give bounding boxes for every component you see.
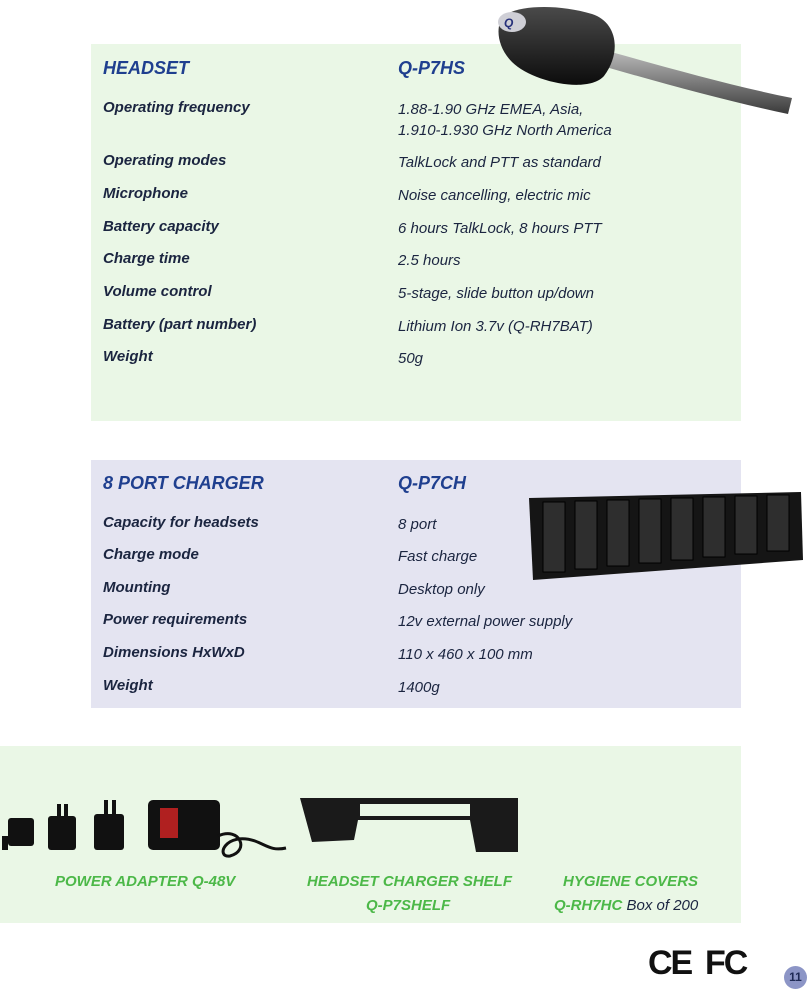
charger-model: Q-P7CH [398, 473, 467, 493]
hygiene-covers-label: HYGIENE COVERS [563, 873, 699, 890]
spec-value: 110 x 460 x 100 mm [398, 646, 533, 663]
headset-title: HEADSET [103, 58, 190, 78]
spec-label: Volume control [103, 283, 212, 300]
hygiene-covers-note: Box of 200 [626, 897, 699, 914]
headset-model: Q-P7HS [398, 58, 466, 78]
svg-text:Q: Q [504, 16, 514, 30]
power-adapter-label: POWER ADAPTER Q-48V [55, 873, 236, 890]
spec-value-line2: 1.910-1.930 GHz North America [398, 122, 612, 139]
hygiene-covers-code: Q-RH7HC [554, 897, 623, 914]
spec-label: Power requirements [103, 611, 248, 628]
charger-shelf-label: HEADSET CHARGER SHELF [307, 873, 513, 890]
accessories-panel [0, 746, 741, 923]
spec-label: Operating modes [103, 152, 227, 169]
spec-label: Microphone [103, 185, 188, 202]
spec-value: 6 hours TalkLock, 8 hours PTT [398, 220, 602, 237]
spec-label: Charge time [103, 250, 190, 267]
spec-value: 12v external power supply [398, 613, 573, 630]
spec-value: Lithium Ion 3.7v (Q-RH7BAT) [398, 318, 593, 335]
spec-value: Noise cancelling, electric mic [398, 187, 591, 204]
fcc-mark-icon: FC [705, 944, 747, 982]
spec-label: Battery (part number) [103, 316, 257, 333]
spec-value: 2.5 hours [398, 252, 461, 269]
spec-value: 1.88-1.90 GHz EMEA, Asia, [398, 101, 584, 118]
spec-label: Dimensions HxWxD [103, 644, 245, 661]
charger-title: 8 PORT CHARGER [103, 473, 264, 493]
headset-image [492, 2, 796, 118]
spec-value: Fast charge [398, 548, 478, 565]
spec-value: 8 port [398, 516, 437, 533]
hygiene-covers-code-line [554, 897, 698, 914]
spec-label: Weight [103, 348, 153, 365]
spec-value: TalkLock and PTT as standard [398, 154, 601, 171]
charger-shelf-code: Q-P7SHELF [366, 897, 451, 914]
power-adapter-image [0, 796, 290, 866]
spec-value: 5-stage, slide button up/down [398, 285, 594, 302]
page-number-badge: 11 [784, 966, 807, 989]
spec-label: Mounting [103, 579, 171, 596]
spec-label: Charge mode [103, 546, 199, 563]
spec-label: Battery capacity [103, 218, 219, 235]
spec-label: Operating frequency [103, 99, 250, 116]
spec-label: Capacity for headsets [103, 514, 259, 531]
charger-image [525, 490, 805, 582]
spec-label: Weight [103, 677, 153, 694]
spec-value: Desktop only [398, 581, 485, 598]
spec-value: 50g [398, 350, 424, 367]
ce-mark-icon: CE [648, 944, 692, 982]
spec-value: 1400g [398, 679, 440, 696]
charger-shelf-image [298, 796, 520, 854]
